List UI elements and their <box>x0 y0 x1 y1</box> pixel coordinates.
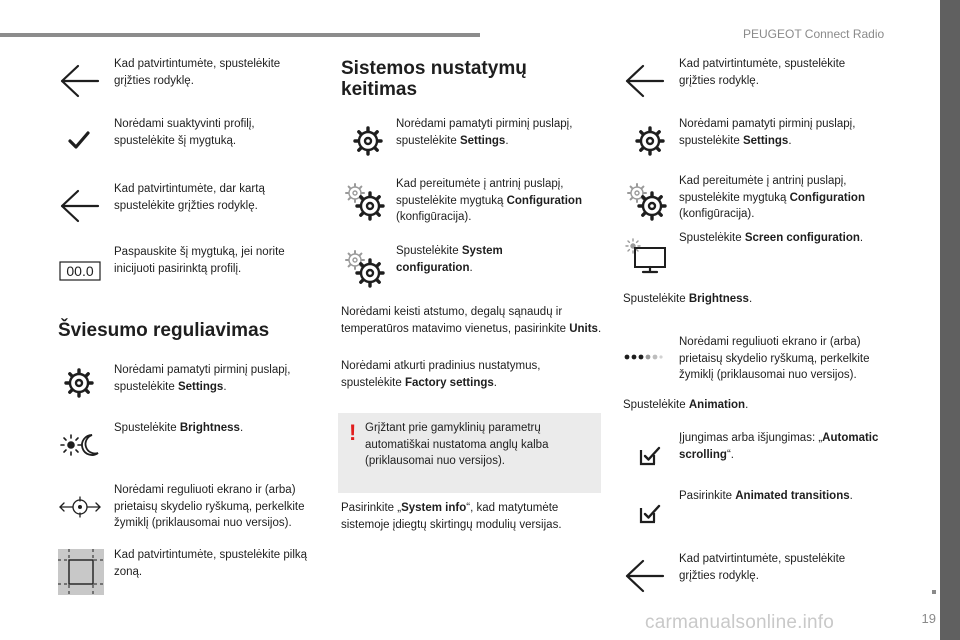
section-heading-brightness: Šviesumo reguliavimas <box>58 320 270 341</box>
step-text: Norėdami pamatyti pirminį puslapį, spustelėkite Settings. <box>114 364 291 393</box>
step-text: Norėdami pamatyti pirminį puslapį, spustelėkite Settings. <box>679 118 856 147</box>
col2-units-paragraph: Norėdami keisti atstumo, degalų sąnaudų ir temperatūros matavimo vienetus, pasirinkite Units. <box>341 306 602 335</box>
col1-step-activate-profile <box>58 116 318 166</box>
step-text: Kad patvirtintumėte, dar kartą spustelėkite grįžties rodyklę. <box>114 183 265 212</box>
col3-step-confirm-back <box>623 56 885 106</box>
step-text: Norėdami reguliuoti ekrano ir (arba) prietaisų skydelio ryškumą, perkelkite žymiklį (priklausomai nuo versijos). <box>114 484 305 529</box>
col3-animation-paragraph: Spustelėkite Animation. <box>623 399 749 411</box>
col3-step-automatic-scrolling <box>623 430 885 476</box>
step-text: Pasirinkite Animated transitions. <box>679 490 853 502</box>
col1-step-confirm-back <box>58 56 318 106</box>
gear-icon <box>64 368 94 398</box>
watermark: carmanualsonline.info <box>645 612 835 633</box>
step-text: Įjungimas arba išjungimas: „Automatic scrolling“. <box>679 432 879 461</box>
gear-icon <box>635 126 665 156</box>
col2-step-configuration <box>341 176 603 228</box>
col3-step-configuration <box>623 173 885 225</box>
header-rule <box>0 33 480 37</box>
brightness-icon <box>60 432 100 458</box>
step-text: Kad pereitumėte į antrinį puslapį, spustelėkite mygtuką Configuration (konfigūracija). <box>396 178 582 223</box>
col1-step-reset-profile <box>58 244 318 284</box>
step-text: Spustelėkite Screen configuration. <box>679 232 864 244</box>
step-text: Kad patvirtintumėte, spustelėkite grįžties rodyklę. <box>679 58 846 87</box>
step-text: Kad pereitumėte į antrinį puslapį, spustelėkite mygtuką Configuration (konfigūracija). <box>679 175 865 220</box>
warning-text: Grįžtant prie gamyklinių parametrų automatiškai nustatoma anglų kalba (priklausomai nuo versijos). <box>365 422 549 467</box>
continued-marker <box>932 590 936 594</box>
checkbox-icon <box>639 446 661 466</box>
back-arrow-icon <box>58 64 100 98</box>
col1-step-adjust-brightness <box>58 482 318 548</box>
step-text: Norėdami suaktyvinti profilį, spustelėkite šį mygtuką. <box>114 118 255 147</box>
back-arrow-icon <box>58 189 100 223</box>
col2-step-settings <box>341 116 603 162</box>
step-text: Spustelėkite System configuration. <box>396 245 503 274</box>
double-gear-icon <box>343 248 385 288</box>
reset-button-icon <box>59 261 101 281</box>
step-text: Spustelėkite Brightness. <box>114 422 244 434</box>
back-arrow-icon <box>623 559 665 593</box>
col1-step-brightness <box>58 420 318 460</box>
double-gear-icon <box>343 181 385 221</box>
col2-step-system-configuration <box>341 243 603 289</box>
col1-step-confirm-again <box>58 181 318 231</box>
col3-step-animated-transitions <box>623 488 885 534</box>
step-text: Norėdami pamatyti pirminį puslapį, spustelėkite Settings. <box>396 118 573 147</box>
step-text: Norėdami reguliuoti ekrano ir (arba) prietaisų skydelio ryškumą, perkelkite žymiklį (priklausomai nuo versijos). <box>679 336 870 381</box>
slider-icon <box>58 496 102 518</box>
step-text: Kad patvirtintumėte, spustelėkite grįžties rodyklę. <box>679 553 846 582</box>
double-gear-icon <box>625 181 667 221</box>
page-number: 19 <box>921 611 936 626</box>
col3-step-screen-configuration <box>623 230 885 276</box>
gear-icon <box>353 126 383 156</box>
step-text: Kad patvirtintumėte, spustelėkite grįžties rodyklę. <box>114 58 281 87</box>
section-heading-system-settings: Sistemos nustatymų keitimas <box>341 58 527 100</box>
back-arrow-icon <box>623 64 665 98</box>
reset-button-label: 00.0 <box>66 263 94 279</box>
col2-system-info-paragraph: Pasirinkite „System info“, kad matytumėte sistemoje įdiegtų skirtingų modulių versijas. <box>341 502 562 531</box>
step-text: Paspauskite šį mygtuką, jei norite inicijuoti pasirinktą profilį. <box>114 246 285 275</box>
page-side-bar <box>940 0 960 640</box>
screen-brightness-icon <box>625 238 669 274</box>
col3-step-confirm-back-final <box>623 551 885 601</box>
step-text: Kad patvirtintumėte, spustelėkite pilką zoną. <box>114 549 308 578</box>
col2-factory-settings-paragraph: Norėdami atkurti pradinius nustatymus, spustelėkite Factory settings. <box>341 360 541 389</box>
checkmark-icon <box>68 130 90 150</box>
col1-step-settings <box>58 362 318 402</box>
col1-step-confirm-grey-zone <box>58 547 318 597</box>
touch-zone-icon <box>58 549 104 595</box>
col3-brightness-paragraph: Spustelėkite Brightness. <box>623 293 753 305</box>
col3-step-settings <box>623 116 885 162</box>
col3-step-adjust-brightness <box>623 334 885 400</box>
header-title: PEUGEOT Connect Radio <box>743 27 885 41</box>
warning-icon: ! <box>349 420 357 445</box>
dots-slider-icon <box>623 352 663 362</box>
checkbox-icon <box>639 504 661 524</box>
